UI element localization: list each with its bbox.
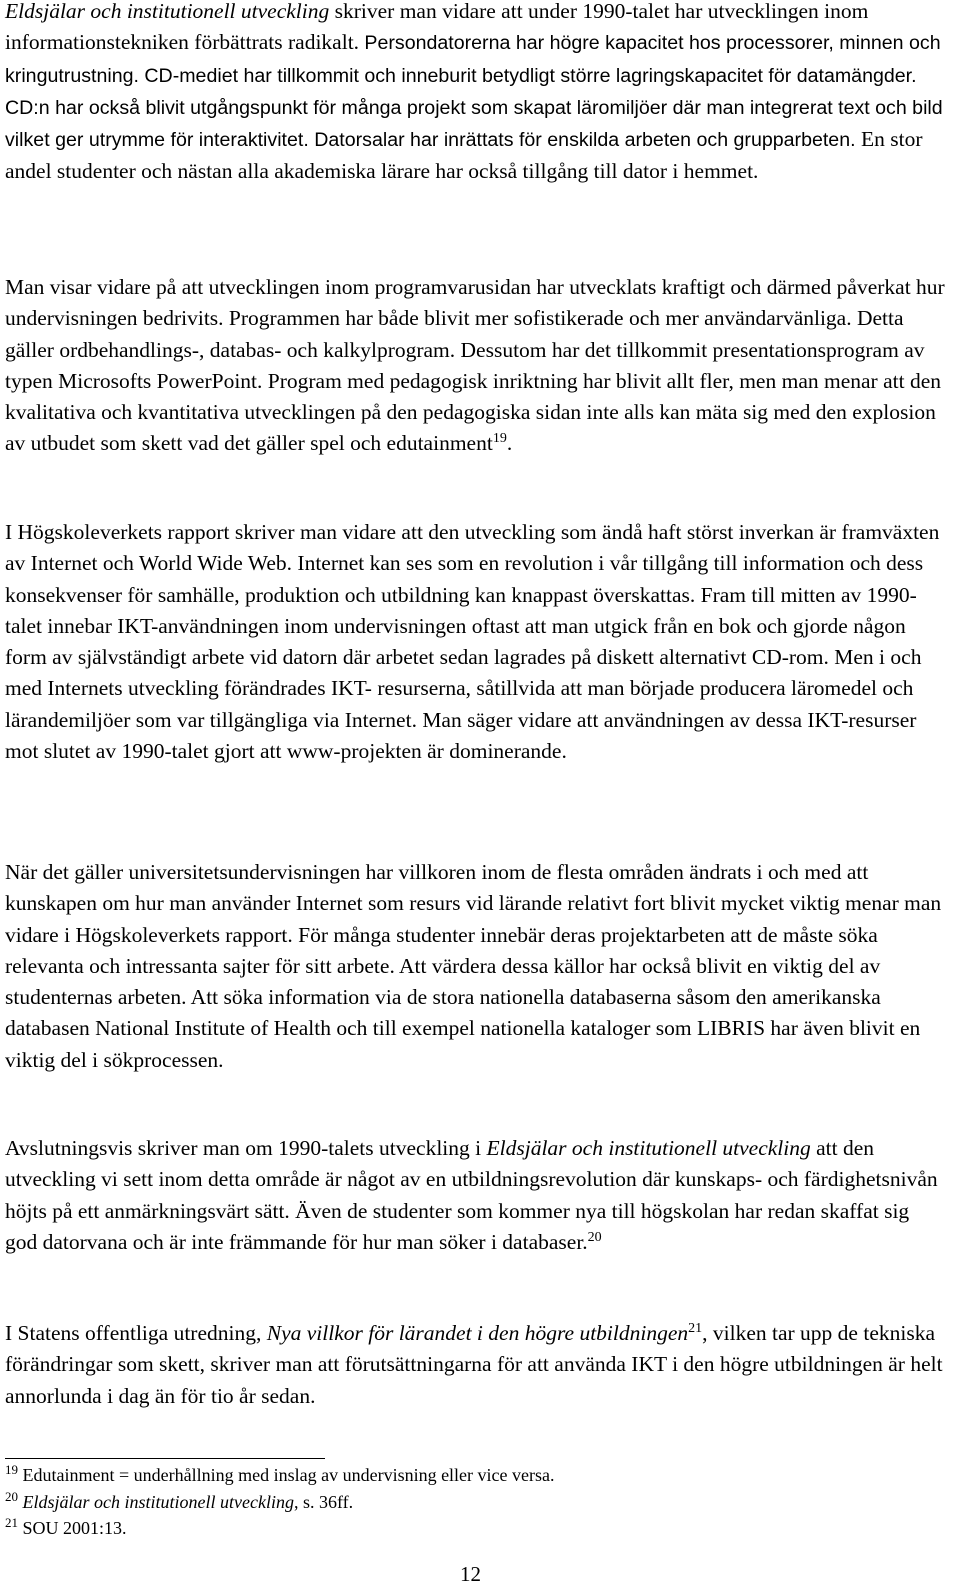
paragraph-text: , vilken tar upp de tekniska förändringar som skett, skriver man att förutsättningarna för att använda IKT i den högre utbildningen är helt annorlunda i dag än för tio år sedan. [5, 1321, 943, 1408]
footnote-divider [5, 1458, 325, 1459]
paragraph-text-sans: Persondatorerna har högre kapacitet hos processorer, minnen och kringutrustning. CD-mediet har tillkommit och inneburit betydligt större lagringskapacitet för datamängder. CD:n har också blivit utgångspunkt för många projekt som skapat läromiljöer där man integrerat text och bild vilket ger utrymme för interaktivitet. Datorsalar har inrättats för enskilda arbeten och grupparbeten. [5, 32, 943, 152]
paragraph-1 [5, 0, 945, 188]
cited-title: Eldsjälar och institutionell utveckling [486, 1136, 811, 1160]
paragraph-text: Man visar vidare på att utvecklingen inom programvarusidan har utvecklats kraftigt och därmed påverkat hur undervisningen bedrivits. Programmen har både blivit mer sofistikerade och mer användarvänliga. Detta gäller ordbehandlings-, databas- och kalkylprogram. Dessutom har det tillkommit presentationsprogram av typen Microsofts PowerPoint. Program med pedagogisk inriktning har blivit allt fler, men man menar att den kvalitativa och kvantitativa utvecklingen på den pedagogiska sidan inte alls kan mäta sig med den explosion av utbudet som skett vad det gäller spel och edutainment [5, 275, 945, 456]
paragraph-text: att den utveckling vi sett inom detta område är något av en utbildningsrevolution där kunskaps- och färdighetsnivån höjts på ett anmärkningsvärt sätt. Även de studenter som kommer nya till högskolan har redan skaffat sig god datorvana och är inte främmande för hur man söker i databaser. [5, 1136, 938, 1254]
paragraph-text: skriver man vidare att under 1990-talet har utvecklingen inom informationstekniken förbättrats radikalt. [5, 0, 869, 55]
paragraph-text: Avslutningsvis skriver man om 1990-talets utveckling i [5, 1136, 487, 1160]
footnote-20 [5, 1489, 945, 1516]
paragraph-6 [5, 1318, 945, 1412]
paragraph-4: När det gäller universitetsundervisningen har villkoren inom de flesta områden ändrats i och med att kunskapen om hur man använder Internet som resurs vid lärande relativt fort blivit mycket viktig menar man vidare i Högskoleverkets rapport. För många studenter innebär deras projektarbeten att de måste söka relevanta och intressanta sajter för sitt arbete. Att värdera dessa källor har också blivit en viktig del av studenternas arbeten. Att söka information via de stora nationella databaserna såsom den amerikanska databasen National Institute of Health och till exempel nationella kataloger som LIBRIS har även blivit en viktig del i sökprocessen. [5, 860, 942, 1072]
footnote-number: 19 [5, 1462, 18, 1477]
cited-title: Eldsjälar och institutionell utveckling [5, 0, 330, 23]
footnote-number: 21 [5, 1515, 18, 1530]
footnote-19 [5, 1462, 945, 1489]
paragraph-3: I Högskoleverkets rapport skriver man vidare att den utveckling som ändå haft störst inverkan är framväxten av Internet och World Wide Web. Internet kan ses som en revolution i vår tillgång till information och dess konsekvenser för samhälle, produktion och utbildning kan knappast överskattas. Fram till mitten av 1990-talet innebar IKT-användningen inom undervisningen oftast att man utgick från en bok och gjorde någon form av självständigt arbete vid datorn där arbetet sedan lagrades på diskett alternativt CD-rom. Men i och med Internets utveckling förändrades IKT- resurserna, såtillvida att man började producera läromedel och lärandemiljöer som var tillgängliga via Internet. Man säger vidare att användningen av dessa IKT-resurser mot slutet av 1990-talet gjort att www-projekten är dominerande. [5, 520, 940, 764]
paragraph-text: En stor andel studenter och nästan alla akademiska lärare har också tillgång till dator i hemmet. [5, 127, 923, 184]
paragraph-2 [5, 272, 945, 460]
paragraph-text: I Statens offentliga utredning, [5, 1321, 267, 1345]
footnotes [5, 1462, 945, 1542]
footnote-ref[interactable]: 19 [492, 431, 507, 447]
paragraph-5 [5, 1133, 945, 1258]
footnote-text: Edutainment = underhållning med inslag av undervisning eller vice versa. [22, 1465, 555, 1485]
footnote-text: , s. 36ff. [293, 1491, 354, 1512]
footnote-ref[interactable]: 21 [688, 1320, 703, 1336]
cited-title: Eldsjälar och institutionell utveckling [22, 1491, 294, 1512]
footnote-text: SOU 2001:13. [22, 1518, 127, 1538]
page-number: 12 [460, 1562, 481, 1586]
paragraph-text: . [506, 431, 513, 456]
cited-title: Nya villkor för lärandet i den högre utbildningen [266, 1321, 689, 1345]
footnote-number: 20 [5, 1488, 18, 1504]
footnote-ref[interactable]: 20 [587, 1229, 602, 1245]
footnote-21 [5, 1515, 945, 1542]
